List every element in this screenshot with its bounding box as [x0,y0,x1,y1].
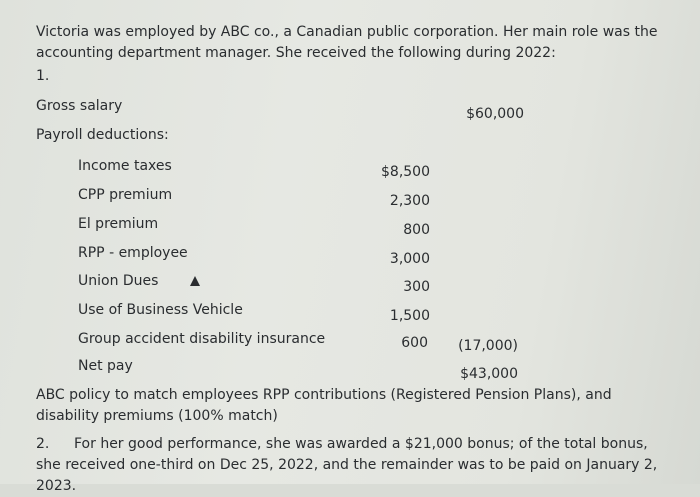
deduction-value: 1,500 [389,308,430,324]
deduction-value: 800 [403,222,430,238]
deduction-label: Use of Business Vehicle [78,302,243,318]
deduction-label: El premium [78,216,159,232]
intro-paragraph: Victoria was employed by ABC co., a Canadian public corporation. Her main role was the accounting department manager. She received the following during 2022: [36,24,658,61]
payroll-deductions-label: Payroll deductions: [36,127,169,143]
deduction-value: 2,300 [389,193,430,209]
deduction-label: CPP premium [78,187,173,203]
deduction-value: 3,000 [389,251,430,267]
gross-salary-label: Gross salary [36,98,123,114]
deduction-label: Group accident disability insurance [78,331,326,347]
net-pay-label: Net pay [78,358,133,374]
deduction-value: 600 [401,335,428,351]
gross-salary-value: $60,000 [466,106,524,122]
deduction-label: RPP - employee [78,245,188,261]
item-2-number: 2. [36,436,50,452]
item-2-paragraph: For her good performance, she was awarded a $21,000 bonus; of the total bonus, she received one-third on Dec 25, 2022, and the remainder was to be paid on January 2, 2023. [36,436,658,494]
deduction-value: 300 [403,279,430,295]
mouse-pointer-icon [190,276,200,286]
deduction-label: Union Dues [78,273,159,289]
deduction-value: $8,500 [381,164,430,180]
net-pay-value: $43,000 [460,366,518,382]
deductions-total: (17,000) [458,338,518,354]
item-1-number: 1. [36,68,50,84]
policy-paragraph: ABC policy to match employees RPP contributions (Registered Pension Plans), and disability premiums (100% match) [36,387,612,424]
deduction-label: Income taxes [78,158,172,174]
